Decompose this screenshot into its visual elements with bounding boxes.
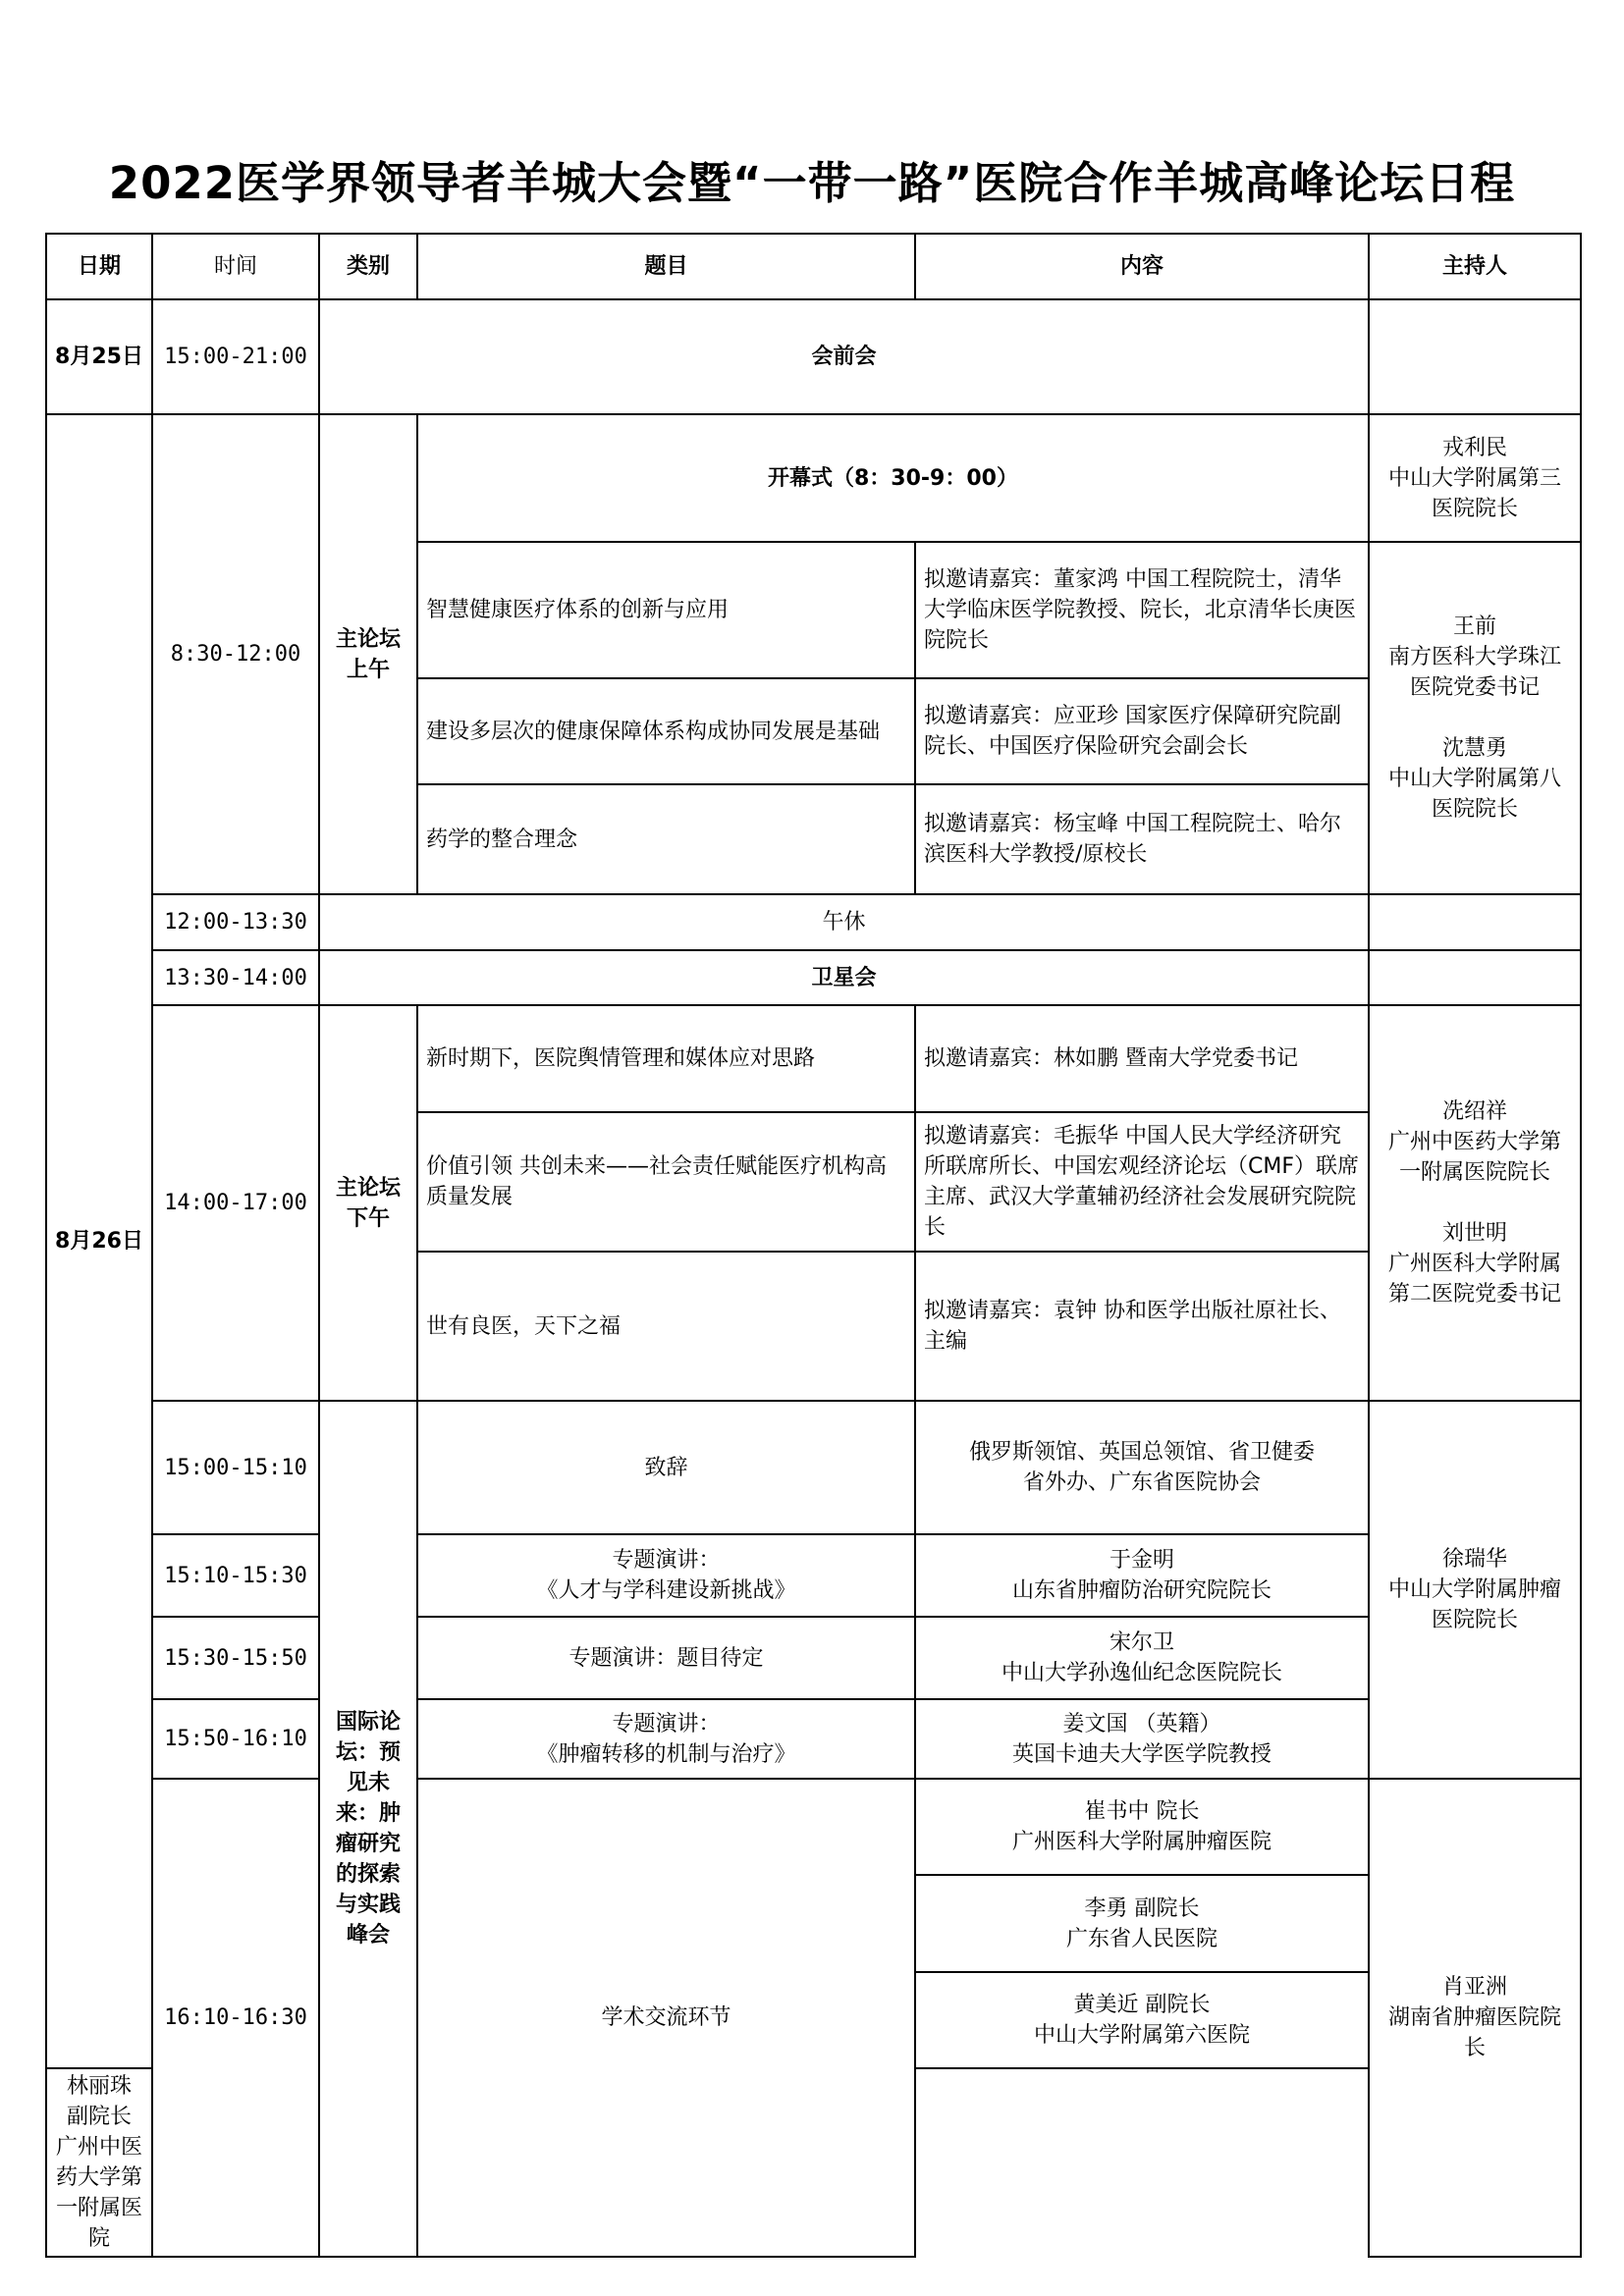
content-cell: 黄美近 副院长 中山大学附属第六医院: [915, 1972, 1369, 2068]
host-cell: [1369, 299, 1581, 414]
table-row: [46, 1617, 1581, 1699]
topic-cell: 专题演讲：题目待定: [417, 1617, 915, 1699]
header-content: 内容: [915, 234, 1369, 299]
content-cell: 宋尔卫 中山大学孙逸仙纪念医院院长: [915, 1617, 1369, 1699]
category-cell: 主论坛 下午: [319, 1005, 417, 1401]
content-cell: 拟邀请嘉宾：袁钟 协和医学出版社原社长、主编: [915, 1252, 1369, 1401]
header-time: 时间: [152, 234, 319, 299]
content-cell: 李勇 副院长 广东省人民医院: [915, 1875, 1369, 1972]
content-cell: 拟邀请嘉宾：应亚珍 国家医疗保障研究院副院长、中国医疗保险研究会副会长: [915, 678, 1369, 784]
topic-cell: 智慧健康医疗体系的创新与应用: [417, 542, 915, 678]
host-cell: [1369, 950, 1581, 1005]
event-cell: 卫星会: [319, 950, 1369, 1005]
event-cell: 会前会: [319, 299, 1369, 414]
host-cell: 肖亚洲 湖南省肿瘤医院院 长: [1369, 1779, 1581, 2257]
time-cell: 15:00-15:10: [152, 1401, 319, 1534]
content-cell: 崔书中 院长 广州医科大学附属肿瘤医院: [915, 1779, 1369, 1875]
host-cell: 戎利民 中山大学附属第三 医院院长: [1369, 414, 1581, 542]
topic-cell: 建设多层次的健康保障体系构成协同发展是基础: [417, 678, 915, 784]
topic-cell: 学术交流环节: [417, 1779, 915, 2257]
time-cell: 13:30-14:00: [152, 950, 319, 1005]
time-cell: 15:00-21:00: [152, 299, 319, 414]
topic-cell: 世有良医，天下之福: [417, 1252, 915, 1401]
time-cell: 12:00-13:30: [152, 894, 319, 950]
time-cell: 15:10-15:30: [152, 1534, 319, 1617]
table-row: [46, 894, 1581, 950]
table-row: [46, 414, 1581, 542]
time-cell: 16:10-16:30: [152, 1779, 319, 2257]
topic-cell: 专题演讲： 《人才与学科建设新挑战》: [417, 1534, 915, 1617]
schedule-table: [45, 233, 1582, 2258]
content-cell: 拟邀请嘉宾：杨宝峰 中国工程院院士、哈尔滨医科大学教授/原校长: [915, 784, 1369, 894]
header-row: [46, 234, 1581, 299]
host-cell: 王前 南方医科大学珠江 医院党委书记 沈慧勇 中山大学附属第八 医院院长: [1369, 542, 1581, 894]
table-row: [46, 1699, 1581, 1779]
content-cell: 拟邀请嘉宾：林如鹏 暨南大学党委书记: [915, 1005, 1369, 1112]
content-cell: 姜文国 （英籍） 英国卡迪夫大学医学院教授: [915, 1699, 1369, 1779]
opening-cell: 开幕式（8：30-9：00）: [417, 414, 1369, 542]
category-cell: 主论坛 上午: [319, 414, 417, 894]
header-category: 类别: [319, 234, 417, 299]
category-cell: 国际论 坛：预 见未 来：肿 瘤研究 的探索 与实践 峰会: [319, 1401, 417, 2257]
topic-cell: 新时期下，医院舆情管理和媒体应对思路: [417, 1005, 915, 1112]
time-cell: 8:30-12:00: [152, 414, 319, 894]
header-date: 日期: [46, 234, 152, 299]
topic-cell: 专题演讲： 《肿瘤转移的机制与治疗》: [417, 1699, 915, 1779]
table-row: [46, 950, 1581, 1005]
table-row: [46, 1534, 1581, 1617]
content-cell: 林丽珠 副院长 广州中医药大学第一附属医院: [46, 2068, 152, 2257]
time-cell: 15:30-15:50: [152, 1617, 319, 1699]
topic-cell: 致辞: [417, 1401, 915, 1534]
date-cell: 8月26日: [46, 414, 152, 2068]
table-row: [46, 1779, 1581, 1875]
time-cell: 14:00-17:00: [152, 1005, 319, 1401]
event-cell: 午休: [319, 894, 1369, 950]
header-topic: 题目: [417, 234, 915, 299]
date-cell: 8月25日: [46, 299, 152, 414]
content-cell: 拟邀请嘉宾：毛振华 中国人民大学经济研究所联席所长、中国宏观经济论坛（CMF）联席主席、武汉大学董辅礽经济社会发展研究院院长: [915, 1112, 1369, 1252]
host-cell: 徐瑞华 中山大学附属肿瘤 医院院长: [1369, 1401, 1581, 1779]
table-row: [46, 1005, 1581, 1112]
table-row: [46, 299, 1581, 414]
host-cell: [1369, 894, 1581, 950]
content-cell: 拟邀请嘉宾：董家鸿 中国工程院院士，清华大学临床医学院教授、院长，北京清华长庚医院院长: [915, 542, 1369, 678]
time-cell: 15:50-16:10: [152, 1699, 319, 1779]
topic-cell: 价值引领 共创未来——社会责任赋能医疗机构高质量发展: [417, 1112, 915, 1252]
header-host: 主持人: [1369, 234, 1581, 299]
page-title: 2022医学界领导者羊城大会暨“一带一路”医院合作羊城高峰论坛日程: [108, 157, 1516, 209]
content-cell: 俄罗斯领馆、英国总领馆、省卫健委 省外办、广东省医院协会: [915, 1401, 1369, 1534]
table-row: [46, 1401, 1581, 1534]
host-cell: 冼绍祥 广州中医药大学第 一附属医院院长 刘世明 广州医科大学附属 第二医院党委书记: [1369, 1005, 1581, 1401]
content-cell: 于金明 山东省肿瘤防治研究院院长: [915, 1534, 1369, 1617]
topic-cell: 药学的整合理念: [417, 784, 915, 894]
